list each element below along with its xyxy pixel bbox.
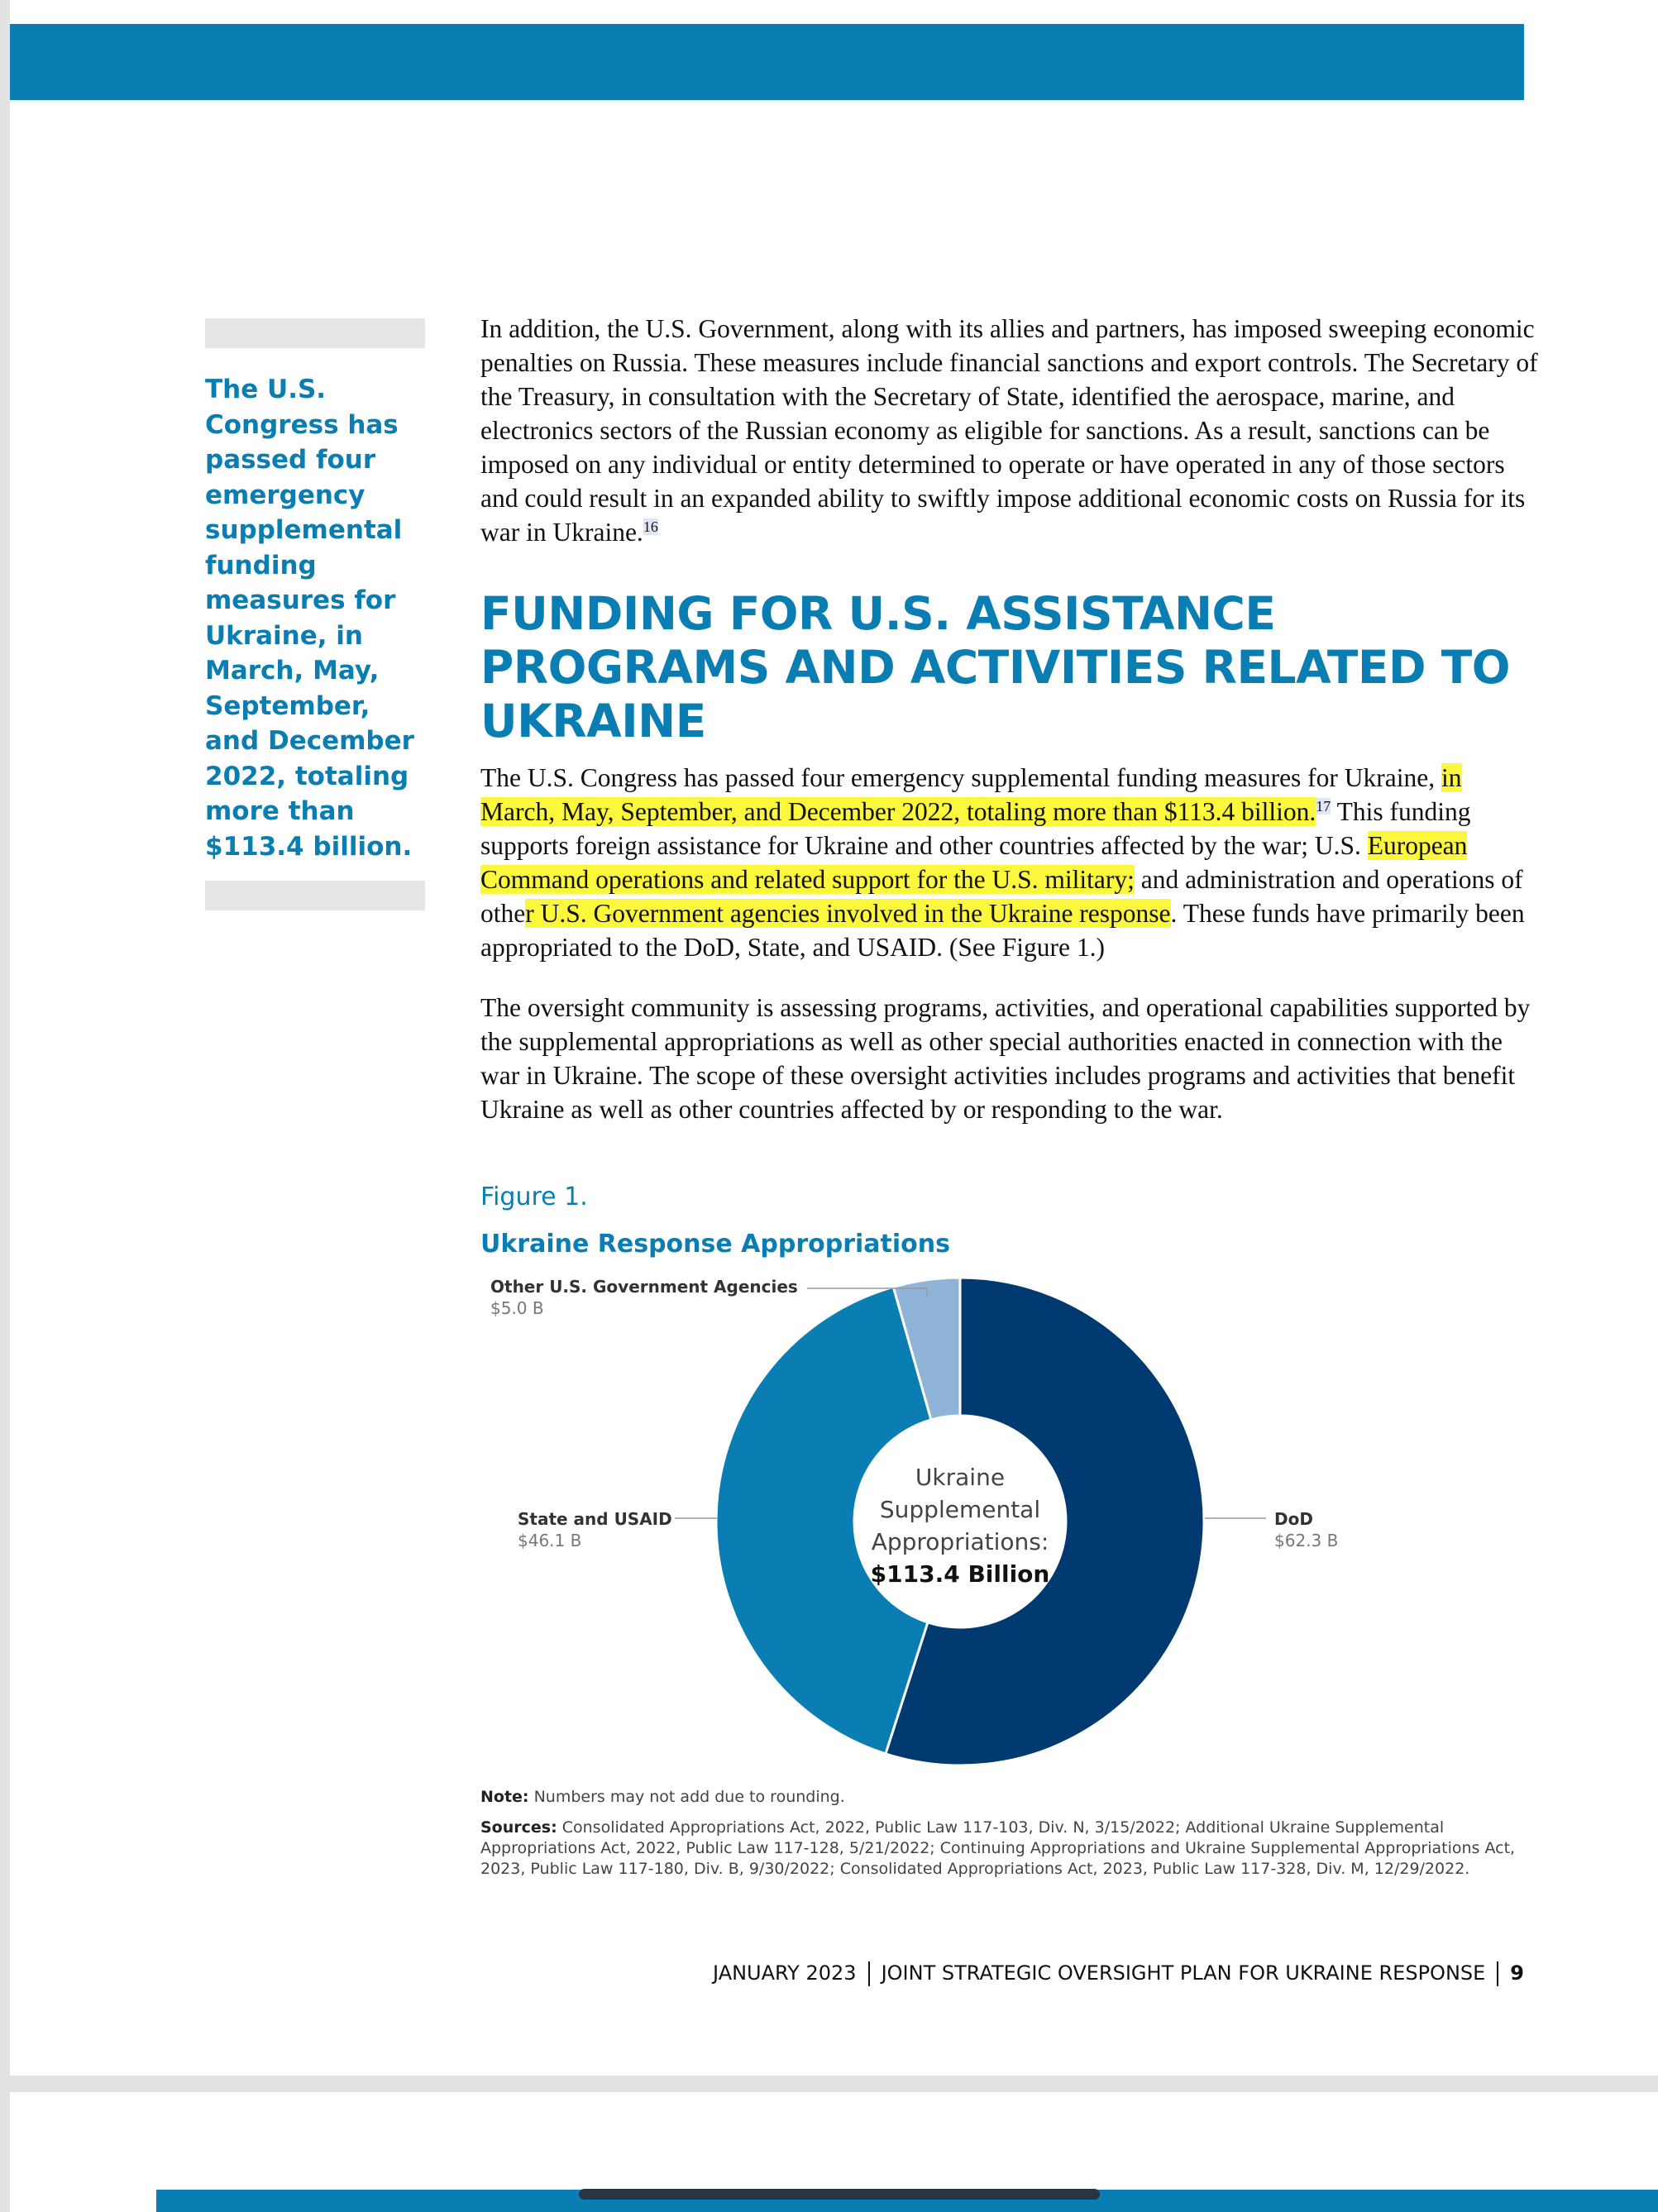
funding-text: and administration and operations of othe (480, 865, 1523, 928)
center-label-line: Supplemental (879, 1496, 1041, 1523)
intro-paragraph (480, 312, 1539, 549)
funding-text: . These funds have primarily been appropriated to the DoD, State, and USAID. (See Figure 1.) (480, 899, 1525, 962)
header-band (10, 24, 1524, 100)
footnote-ref[interactable]: 17 (1316, 797, 1331, 815)
pullquote: The U.S. Congress has passed four emergency supplemental funding measures for Ukraine, in March, May, September, and December 2022, totaling more than $113.4 billion. (205, 375, 414, 862)
slice-name-label-0: DoD (1274, 1509, 1313, 1529)
figure-note (480, 1788, 1539, 1806)
figure-title: Ukraine Response Appropriations (480, 1230, 950, 1259)
figure-number: Figure 1. (480, 1182, 588, 1211)
center-total-label: $113.4 Billion (870, 1560, 1050, 1588)
figure-sources (480, 1818, 1531, 1880)
highlight-span: r U.S. Government agencies involved in the Ukraine response (525, 899, 1171, 928)
slice-name-label-1: State and USAID (518, 1509, 672, 1529)
document-page (10, 0, 1658, 2076)
footer-divider (1497, 1961, 1498, 1986)
donut-chart (480, 1273, 1539, 1794)
footer-title: JOINT STRATEGIC OVERSIGHT PLAN FOR UKRAINE RESPONSE (881, 1961, 1486, 1985)
scroll-indicator[interactable] (579, 2189, 1100, 2200)
center-label-line: Ukraine (915, 1464, 1006, 1491)
sources-label: Sources: (480, 1818, 557, 1837)
pullquote-top-rule (205, 318, 425, 348)
intro-text: In addition, the U.S. Government, along with its allies and partners, has imposed sweeping economic penalties on Russia. These measures include financial sanctions and export controls. The Secretary of the Treasury, in consultation with the Secretary of State, identified the aerospace, marine, and electronics sectors of the Russian economy as eligible for sanctions. As a result, sanctions can be imposed on any individual or entity determined to operate or have operated in any of those sectors and could result in an expanded ability to swiftly impose additional economic costs on Russia for its war in Ukraine. (480, 314, 1538, 547)
slice-name-label-2: Other U.S. Government Agencies (490, 1277, 798, 1297)
funding-paragraph (480, 761, 1539, 964)
oversight-paragraph: The oversight community is assessing programs, activities, and operational capabilities supported by the supplemental appropriations as well as other special authorities enacted in connection with the war in Ukraine. The scope of these oversight activities includes programs and activities that benefit Ukraine as well as other countries affected by or responding to the war. (480, 993, 1531, 1124)
page-number: 9 (1510, 1961, 1524, 1985)
slice-value-label-1: $46.1 B (518, 1531, 582, 1550)
footer-date: JANUARY 2023 (713, 1961, 857, 1985)
funding-text: The U.S. Congress has passed four emergency supplemental funding measures for Ukraine, (480, 763, 1441, 792)
sources-text: Consolidated Appropriations Act, 2022, Public Law 117-103, Div. N, 3/15/2022; Additional Ukraine Supplemental Appropriations Act, 2022, Public Law 117-128, 5/21/2022; Continuing Appropriations and Ukraine Supplemental Appropriations Act, 2023, Public Law 117-180, Div. B, 9/30/2022; Consolidated Appropriations Act, 2023, Public Law 117-328, Div. M, 12/29/2022. (480, 1818, 1516, 1878)
footer-divider (868, 1961, 870, 1986)
page-footer (713, 1961, 1524, 1986)
highlight-span: in March, May, September, and December 2022, totaling more than $113.4 billion. (480, 763, 1462, 826)
funding-text: This funding supports foreign assistance for Ukraine and other countries affected by the war; U.S. (480, 797, 1471, 860)
center-label-line: Appropriations: (871, 1528, 1049, 1555)
slice-value-label-2: $5.0 B (490, 1298, 544, 1318)
highlight-span: European Command operations and related support for the U.S. military; (480, 831, 1468, 894)
note-label: Note: (480, 1788, 529, 1806)
section-heading: FUNDING FOR U.S. ASSISTANCE PROGRAMS AND ACTIVITIES RELATED TO UKRAINE (480, 587, 1511, 748)
footnote-ref[interactable]: 16 (643, 518, 658, 535)
note-text: Numbers may not add due to rounding. (528, 1788, 845, 1806)
pullquote-bottom-rule (205, 881, 425, 910)
slice-value-label-0: $62.3 B (1274, 1531, 1339, 1550)
